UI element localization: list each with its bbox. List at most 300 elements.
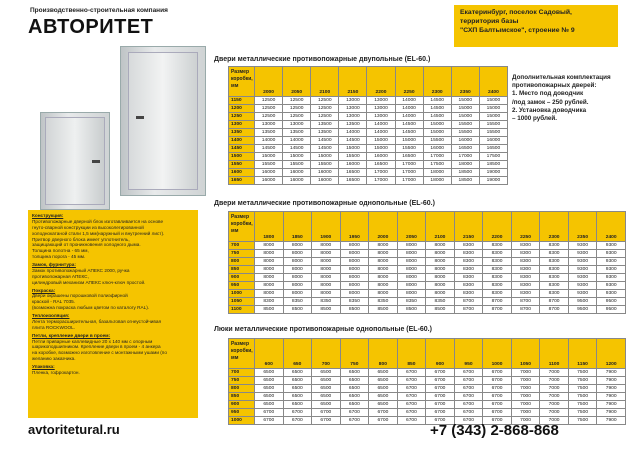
price-cell: 7500	[568, 393, 597, 401]
table-row	[229, 121, 508, 129]
price-cell: 13000	[255, 121, 283, 129]
price-cell: 6700	[483, 401, 512, 409]
price-cell: 13000	[367, 105, 395, 113]
note-line: /под замок – 250 рублей.	[512, 98, 589, 106]
row-header: 750	[229, 250, 255, 258]
info-section	[32, 333, 194, 362]
price-cell: 15000	[423, 121, 451, 129]
row-header: 1000	[229, 290, 255, 298]
price-cell: 8000	[426, 274, 455, 282]
price-cell: 7000	[511, 369, 540, 377]
price-cell: 8000	[283, 250, 312, 258]
column-header: 2350	[451, 67, 479, 97]
price-cell: 6700	[454, 385, 483, 393]
price-cell: 8000	[369, 266, 398, 274]
price-cell: 8300	[483, 274, 512, 282]
price-cell: 8300	[483, 242, 512, 250]
price-cell: 6700	[454, 409, 483, 417]
price-cell: 14000	[395, 113, 423, 121]
column-header: 1150	[568, 339, 597, 369]
price-cell: 13500	[339, 121, 367, 129]
column-header: 1900	[312, 212, 341, 242]
phone-number[interactable]: +7 (343) 2-868-868	[430, 422, 559, 439]
price-cell: 6500	[340, 401, 369, 409]
price-cell: 14000	[283, 137, 311, 145]
price-cell: 17000	[451, 153, 479, 161]
price-cell: 8700	[511, 298, 540, 306]
price-cell: 8300	[540, 266, 569, 274]
row-header: 850	[229, 393, 255, 401]
table-row	[229, 290, 626, 298]
price-cell: 15500	[479, 129, 507, 137]
price-cell: 14000	[395, 105, 423, 113]
price-cell: 6700	[255, 409, 284, 417]
price-cell: 8000	[283, 290, 312, 298]
price-cell: 9300	[597, 266, 626, 274]
price-cell: 6700	[312, 409, 341, 417]
column-header: 1200	[597, 339, 626, 369]
table-row	[229, 177, 508, 185]
price-cell: 6700	[454, 369, 483, 377]
price-cell: 13000	[339, 97, 367, 105]
row-header: 800	[229, 385, 255, 393]
price-cell: 14500	[423, 97, 451, 105]
table-row	[229, 129, 508, 137]
info-line: (возможна покраска любым цветом по каталогу RAL).	[32, 305, 150, 311]
column-header: 1100	[540, 339, 569, 369]
price-cell: 8000	[397, 242, 426, 250]
price-cell: 15000	[451, 105, 479, 113]
column-header: 2100	[426, 212, 455, 242]
price-cell: 6700	[283, 409, 312, 417]
price-cell: 8700	[454, 298, 483, 306]
price-cell: 8300	[454, 250, 483, 258]
table-corner: Размер коробки, мм	[229, 339, 255, 369]
price-cell: 8300	[255, 298, 284, 306]
price-cell: 8000	[283, 266, 312, 274]
price-cell: 8350	[369, 298, 398, 306]
price-cell: 15000	[479, 97, 507, 105]
price-cell: 8300	[540, 250, 569, 258]
column-header: 700	[312, 339, 341, 369]
price-cell: 6700	[483, 409, 512, 417]
company-brand: АВТОРИТЕТ	[28, 16, 154, 38]
price-cell: 9300	[568, 266, 597, 274]
column-header: 900	[426, 339, 455, 369]
price-cell: 9300	[597, 274, 626, 282]
price-cell: 8700	[454, 306, 483, 314]
price-cell: 14000	[255, 137, 283, 145]
price-cell: 8500	[369, 306, 398, 314]
price-cell: 13500	[283, 129, 311, 137]
price-cell: 7900	[597, 369, 626, 377]
column-header: 2150	[339, 67, 367, 97]
price-cell: 15000	[479, 113, 507, 121]
price-cell: 8300	[540, 274, 569, 282]
column-header: 1950	[340, 212, 369, 242]
info-line: Петли приварные каплевидные 20 х 140 мм с опорным	[32, 338, 153, 344]
table-row	[229, 417, 626, 425]
table-row	[229, 258, 626, 266]
row-header: 1500	[229, 153, 255, 161]
price-cell: 18000	[423, 177, 451, 185]
price-cell: 8500	[340, 306, 369, 314]
price-cell: 8350	[426, 298, 455, 306]
price-cell: 16500	[339, 177, 367, 185]
note-line: Дополнительная комплектация	[512, 74, 611, 81]
price-cell: 8000	[397, 290, 426, 298]
extras-note	[512, 74, 630, 123]
price-cell: 16000	[255, 169, 283, 177]
table-row	[229, 298, 626, 306]
column-header: 2200	[483, 212, 512, 242]
info-line: шарикоподшипником. Крепление двери в проем - 4 анкера	[32, 344, 161, 350]
column-header: 2300	[423, 67, 451, 97]
info-line: Двери окрашены порошковой полиэфирной	[32, 293, 128, 299]
price-cell: 6500	[312, 393, 341, 401]
price-cell: 17000	[395, 177, 423, 185]
price-cell: 16500	[451, 145, 479, 153]
price-cell: 6500	[340, 385, 369, 393]
column-header: 1050	[511, 339, 540, 369]
price-cell: 9300	[568, 290, 597, 298]
price-cell: 15500	[395, 145, 423, 153]
column-header: 2350	[568, 212, 597, 242]
price-cell: 6500	[255, 385, 284, 393]
price-cell: 16000	[311, 169, 339, 177]
price-cell: 13000	[339, 105, 367, 113]
price-cell: 13000	[367, 97, 395, 105]
price-cell: 6500	[255, 393, 284, 401]
price-cell: 9300	[568, 274, 597, 282]
column-header: 2150	[454, 212, 483, 242]
price-cell: 9300	[568, 242, 597, 250]
single-door-price-table	[228, 211, 626, 314]
column-header: 2100	[311, 67, 339, 97]
row-header: 1100	[229, 306, 255, 314]
price-cell: 7900	[597, 401, 626, 409]
row-header: 1000	[229, 417, 255, 425]
price-cell: 18000	[451, 161, 479, 169]
info-line: Замок противопожарный АПЕКС 2000, ручка	[32, 267, 130, 273]
price-cell: 8000	[283, 274, 312, 282]
address-line: территория базы	[460, 17, 519, 25]
price-cell: 14000	[367, 121, 395, 129]
price-cell: 13000	[339, 113, 367, 121]
table-row	[229, 369, 626, 377]
price-cell: 6700	[397, 409, 426, 417]
price-cell: 6700	[454, 393, 483, 401]
price-cell: 17000	[367, 177, 395, 185]
column-header: 2050	[397, 212, 426, 242]
price-cell: 7000	[511, 409, 540, 417]
price-cell: 8350	[283, 298, 312, 306]
price-cell: 6700	[483, 393, 512, 401]
double-door-image	[120, 46, 206, 196]
price-cell: 6700	[369, 417, 398, 425]
price-cell: 8000	[312, 266, 341, 274]
price-cell: 8500	[397, 306, 426, 314]
price-cell: 12500	[255, 105, 283, 113]
info-section	[32, 288, 194, 312]
price-cell: 6500	[283, 369, 312, 377]
price-cell: 14500	[311, 145, 339, 153]
row-header: 1050	[229, 298, 255, 306]
price-cell: 14500	[255, 145, 283, 153]
info-line: желанию заказчика.	[32, 356, 76, 362]
price-cell: 8300	[483, 250, 512, 258]
price-cell: 8300	[511, 266, 540, 274]
table-row	[229, 274, 626, 282]
note-line: 2. Установка доводчика	[512, 106, 587, 114]
price-cell: 7000	[511, 393, 540, 401]
price-cell: 8300	[454, 266, 483, 274]
price-cell: 14500	[423, 105, 451, 113]
table-row	[229, 385, 626, 393]
price-cell: 7500	[568, 385, 597, 393]
price-cell: 8000	[312, 290, 341, 298]
price-cell: 8300	[540, 290, 569, 298]
price-cell: 8000	[283, 258, 312, 266]
price-cell: 8000	[340, 290, 369, 298]
price-cell: 15000	[451, 113, 479, 121]
price-cell: 15000	[367, 145, 395, 153]
price-cell: 6500	[312, 377, 341, 385]
price-cell: 12500	[283, 97, 311, 105]
price-cell: 6500	[369, 369, 398, 377]
column-header: 850	[397, 339, 426, 369]
price-cell: 6500	[283, 385, 312, 393]
table-row	[229, 377, 626, 385]
price-cell: 7000	[511, 377, 540, 385]
price-cell: 15000	[367, 137, 395, 145]
price-cell: 8000	[283, 242, 312, 250]
table-row	[229, 306, 626, 314]
price-cell: 8000	[340, 266, 369, 274]
info-heading: Замок, фурнитура:	[32, 262, 76, 267]
price-cell: 12500	[311, 113, 339, 121]
address-box	[454, 5, 618, 47]
price-cell: 8000	[426, 258, 455, 266]
row-header: 950	[229, 282, 255, 290]
row-header: 850	[229, 266, 255, 274]
website-link[interactable]: avtoritetural.ru	[28, 422, 120, 437]
info-line: Толщина полотна - 65 мм,	[32, 248, 89, 254]
price-cell: 6700	[426, 417, 455, 425]
price-cell: 7500	[568, 409, 597, 417]
price-cell: 9300	[568, 250, 597, 258]
price-cell: 8000	[426, 290, 455, 298]
table1-title: Двери металлические противопожарные двупольные (EL-60.)	[214, 56, 431, 63]
table-row	[229, 145, 508, 153]
info-line: Пленка, гофрокартон.	[32, 369, 80, 375]
price-cell: 14500	[395, 129, 423, 137]
price-cell: 15000	[479, 105, 507, 113]
table-row	[229, 153, 508, 161]
row-header: 1600	[229, 169, 255, 177]
price-cell: 18500	[479, 161, 507, 169]
price-cell: 6700	[312, 417, 341, 425]
price-cell: 8000	[255, 258, 284, 266]
info-line: Противопожарные дверной блок изготавливается на основе	[32, 218, 164, 224]
single-door-image	[40, 112, 110, 210]
price-cell: 6700	[340, 417, 369, 425]
price-cell: 6700	[426, 385, 455, 393]
price-cell: 15500	[339, 153, 367, 161]
row-header: 900	[229, 274, 255, 282]
price-cell: 9300	[597, 250, 626, 258]
price-cell: 6700	[397, 417, 426, 425]
price-cell: 6500	[369, 377, 398, 385]
price-cell: 15000	[311, 153, 339, 161]
price-cell: 6500	[369, 393, 398, 401]
price-cell: 8500	[255, 306, 284, 314]
price-cell: 8000	[369, 250, 398, 258]
price-cell: 8000	[340, 242, 369, 250]
price-cell: 17000	[367, 169, 395, 177]
price-cell: 8300	[454, 290, 483, 298]
price-cell: 6500	[340, 369, 369, 377]
price-cell: 7900	[597, 385, 626, 393]
price-cell: 16500	[395, 153, 423, 161]
price-cell: 6700	[340, 409, 369, 417]
price-cell: 7000	[511, 385, 540, 393]
price-cell: 15500	[283, 161, 311, 169]
price-cell: 8000	[369, 242, 398, 250]
price-cell: 12500	[311, 105, 339, 113]
price-cell: 8300	[511, 258, 540, 266]
price-cell: 6500	[369, 385, 398, 393]
price-cell: 7000	[540, 409, 569, 417]
price-cell: 16000	[283, 169, 311, 177]
price-cell: 12500	[283, 105, 311, 113]
note-line: 1. Место под доводчик	[512, 90, 584, 98]
info-section	[32, 364, 194, 376]
price-cell: 8300	[454, 282, 483, 290]
price-cell: 13500	[255, 129, 283, 137]
price-cell: 12500	[255, 113, 283, 121]
price-cell: 9300	[597, 290, 626, 298]
price-cell: 8500	[283, 306, 312, 314]
price-cell: 8300	[483, 290, 512, 298]
price-cell: 6700	[426, 409, 455, 417]
price-cell: 7900	[597, 409, 626, 417]
price-cell: 6700	[397, 385, 426, 393]
table-row	[229, 161, 508, 169]
price-cell: 8000	[255, 282, 284, 290]
column-header: 1850	[283, 212, 312, 242]
price-cell: 8350	[397, 298, 426, 306]
column-header: 2400	[597, 212, 626, 242]
price-cell: 6700	[397, 401, 426, 409]
table-row	[229, 169, 508, 177]
price-cell: 7000	[540, 417, 569, 425]
price-cell: 9500	[568, 306, 597, 314]
price-cell: 16000	[451, 137, 479, 145]
table3-title: Люки металлические противопожарные однопольные (EL-60.)	[214, 326, 432, 333]
price-cell: 6700	[397, 369, 426, 377]
column-header: 800	[369, 339, 398, 369]
info-line: Притвор дверного блока имеет уплотнитель,	[32, 236, 130, 242]
price-cell: 8300	[511, 274, 540, 282]
price-cell: 12500	[283, 113, 311, 121]
row-header: 1650	[229, 177, 255, 185]
price-cell: 14500	[395, 121, 423, 129]
row-header: 1250	[229, 113, 255, 121]
price-cell: 6700	[483, 385, 512, 393]
table-row	[229, 266, 626, 274]
price-cell: 14000	[367, 129, 395, 137]
price-cell: 8300	[511, 282, 540, 290]
price-cell: 7500	[568, 401, 597, 409]
info-box	[28, 210, 198, 418]
price-cell: 6700	[426, 393, 455, 401]
row-header: 1200	[229, 105, 255, 113]
price-cell: 8000	[426, 282, 455, 290]
price-cell: 8000	[283, 282, 312, 290]
price-cell: 15500	[451, 121, 479, 129]
price-cell: 8300	[454, 274, 483, 282]
price-cell: 8300	[540, 242, 569, 250]
price-cell: 8000	[312, 250, 341, 258]
price-cell: 8000	[340, 282, 369, 290]
table-row	[229, 250, 626, 258]
price-cell: 8000	[369, 290, 398, 298]
price-cell: 8700	[511, 306, 540, 314]
price-cell: 6700	[255, 417, 284, 425]
price-cell: 7000	[540, 393, 569, 401]
price-cell: 9300	[568, 282, 597, 290]
price-cell: 15000	[255, 153, 283, 161]
price-cell: 16000	[479, 137, 507, 145]
price-cell: 7500	[568, 377, 597, 385]
price-cell: 8000	[340, 258, 369, 266]
price-cell: 15000	[423, 129, 451, 137]
column-header: 2050	[283, 67, 311, 97]
table-corner: Размер коробки, мм	[229, 212, 255, 242]
row-header: 700	[229, 369, 255, 377]
price-cell: 6700	[426, 377, 455, 385]
price-cell: 17000	[423, 153, 451, 161]
price-cell: 8000	[312, 274, 341, 282]
info-section	[32, 213, 194, 260]
price-cell: 6500	[283, 377, 312, 385]
column-header: 2200	[367, 67, 395, 97]
price-cell: 19000	[479, 177, 507, 185]
price-cell: 8700	[483, 306, 512, 314]
info-section	[32, 313, 194, 331]
note-line: – 1000 рублей.	[512, 114, 558, 122]
price-cell: 13000	[283, 121, 311, 129]
price-cell: 8000	[312, 242, 341, 250]
price-cell: 6500	[255, 401, 284, 409]
price-cell: 8350	[340, 298, 369, 306]
price-cell: 7500	[568, 417, 597, 425]
row-header: 1550	[229, 161, 255, 169]
price-cell: 6700	[397, 377, 426, 385]
price-cell: 16500	[367, 161, 395, 169]
table-row	[229, 105, 508, 113]
price-cell: 16000	[423, 145, 451, 153]
price-cell: 8000	[397, 274, 426, 282]
price-cell: 9300	[568, 258, 597, 266]
price-cell: 12500	[255, 97, 283, 105]
price-cell: 8700	[483, 298, 512, 306]
price-cell: 16000	[255, 177, 283, 185]
info-line: краской - RAL 7035.	[32, 299, 76, 305]
info-line: холоднокатаной стали 1,5 мм(наружный и внутренний лист).	[32, 230, 165, 236]
column-header: 2300	[540, 212, 569, 242]
